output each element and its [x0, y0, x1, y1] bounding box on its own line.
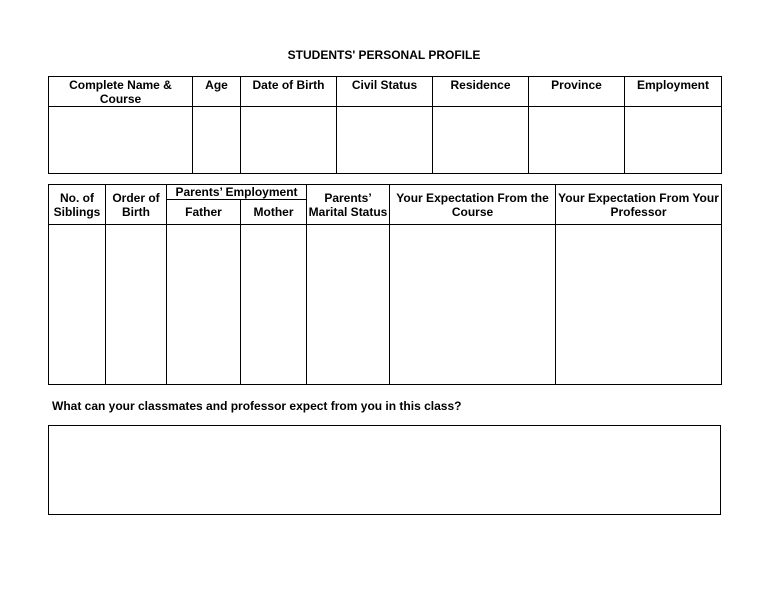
expect-professor-cell[interactable]	[556, 225, 722, 385]
personal-info-table	[48, 76, 722, 174]
header-province: Province	[529, 77, 625, 107]
header-expect-course: Your Expectation From the Course	[390, 185, 556, 225]
marital-status-cell[interactable]	[307, 225, 390, 385]
header-marital-status: Parents’ Marital Status	[307, 185, 390, 225]
table-header-row	[49, 77, 722, 107]
header-date-of-birth: Date of Birth	[241, 77, 337, 107]
page-title: STUDENTS' PERSONAL PROFILE	[287, 48, 481, 62]
table-header-row	[49, 185, 722, 200]
header-order-of-birth: Order of Birth	[106, 185, 167, 225]
table-row	[49, 107, 722, 174]
siblings-cell[interactable]	[49, 225, 106, 385]
table-row	[49, 225, 722, 385]
header-age: Age	[193, 77, 241, 107]
order-of-birth-cell[interactable]	[106, 225, 167, 385]
expect-course-cell[interactable]	[390, 225, 556, 385]
civil-status-cell[interactable]	[337, 107, 433, 174]
header-mother: Mother	[241, 200, 307, 225]
answer-box[interactable]	[48, 425, 721, 515]
mother-cell[interactable]	[241, 225, 307, 385]
date-of-birth-cell[interactable]	[241, 107, 337, 174]
header-siblings: No. of Siblings	[49, 185, 106, 225]
employment-cell[interactable]	[625, 107, 722, 174]
header-civil-status: Civil Status	[337, 77, 433, 107]
header-parents-employment: Parents’ Employment	[167, 185, 307, 200]
header-residence: Residence	[433, 77, 529, 107]
question-text: What can your classmates and professor expect from you in this class?	[52, 399, 462, 413]
header-expect-professor: Your Expectation From Your Professor	[556, 185, 722, 225]
province-cell[interactable]	[529, 107, 625, 174]
header-name-course: Complete Name & Course	[49, 77, 193, 107]
header-father: Father	[167, 200, 241, 225]
residence-cell[interactable]	[433, 107, 529, 174]
age-cell[interactable]	[193, 107, 241, 174]
family-expectation-table	[48, 184, 722, 385]
name-course-cell[interactable]	[49, 107, 193, 174]
header-employment: Employment	[625, 77, 722, 107]
father-cell[interactable]	[167, 225, 241, 385]
